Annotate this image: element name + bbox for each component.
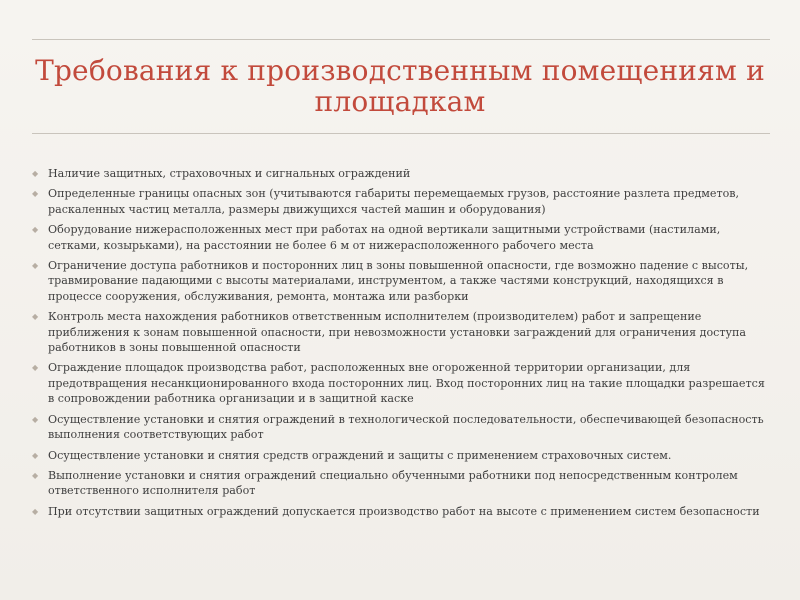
list-item-text: Ограничение доступа работников и посторонних лиц в зоны повышенной опасности, где возможно падение с высоты, травмирование падающими с высоты материалами, инструментом, а также частями конструкций, находящихся в процессе сооружения, обслуживания, ремонта, монтажа или разборки bbox=[48, 259, 749, 303]
list-item-text: Ограждение площадок производства работ, расположенных вне огороженной территории организации, для предотвращения несанкционированного входа посторонних лиц. Вход посторонних лиц на такие площадки разрешается в сопровождении работника организации и в защитной каске bbox=[48, 361, 765, 406]
diamond-bullet-icon: ◆ bbox=[32, 363, 39, 373]
diamond-bullet-icon: ◆ bbox=[32, 450, 39, 460]
list-item bbox=[32, 360, 770, 406]
list-item bbox=[32, 412, 770, 443]
diamond-bullet-icon: ◆ bbox=[32, 470, 39, 480]
diamond-bullet-icon: ◆ bbox=[32, 312, 39, 322]
list-item-text: При отсутствии защитных ограждений допускается производство работ на высоте с применением систем безопасности bbox=[48, 504, 760, 518]
list-item bbox=[32, 166, 770, 181]
diamond-bullet-icon: ◆ bbox=[32, 506, 39, 516]
bullet-list bbox=[32, 166, 770, 524]
diamond-bullet-icon: ◆ bbox=[32, 414, 39, 424]
diamond-bullet-icon: ◆ bbox=[32, 225, 39, 235]
list-item bbox=[32, 309, 770, 355]
list-item bbox=[32, 468, 770, 499]
list-item-text: Осуществление установки и снятия средств ограждений и защиты с применением страховочных систем. bbox=[48, 448, 672, 462]
list-item-text: Контроль места нахождения работников ответственным исполнителем (производителем) работ и запрещение приближения к зонам повышенной опасности, при невозможности установки заграждений для ограничения доступа работников в зоны повышенной опасности bbox=[48, 310, 747, 355]
list-item bbox=[32, 186, 770, 217]
list-item bbox=[32, 258, 770, 304]
diamond-bullet-icon: ◆ bbox=[32, 169, 39, 178]
diamond-bullet-icon: ◆ bbox=[32, 261, 39, 271]
top-divider bbox=[32, 39, 770, 40]
list-item-text: Определенные границы опасных зон (учитываются габариты перемещаемых грузов, расстояние разлета предметов, раскаленных частиц металла, размеры движущихся частей машин и оборудования) bbox=[48, 187, 740, 216]
list-item bbox=[32, 448, 770, 463]
list-item-text: Оборудование нижерасположенных мест при работах на одной вертикали защитными устройствами (настилами, сетками, козырьками), на расстоянии не более 6 м от нижерасположенного рабочего места bbox=[48, 223, 721, 252]
list-item bbox=[32, 222, 770, 253]
title-divider bbox=[32, 133, 770, 134]
slide-title: Требования к производственным помещениям и площадкам bbox=[35, 54, 765, 118]
list-item-text: Осуществление установки и снятия ограждений в технологической последовательности, обеспечивающей безопасность выполнения соответствующих работ bbox=[48, 412, 764, 442]
diamond-bullet-icon: ◆ bbox=[32, 189, 39, 199]
list-item bbox=[32, 504, 770, 519]
list-item-text: Выполнение установки и снятия ограждений специально обученными работники под непосредственным контролем ответственного исполнителя работ bbox=[48, 468, 738, 498]
list-item-text: Наличие защитных, страховочных и сигнальных ограждений bbox=[48, 167, 411, 180]
